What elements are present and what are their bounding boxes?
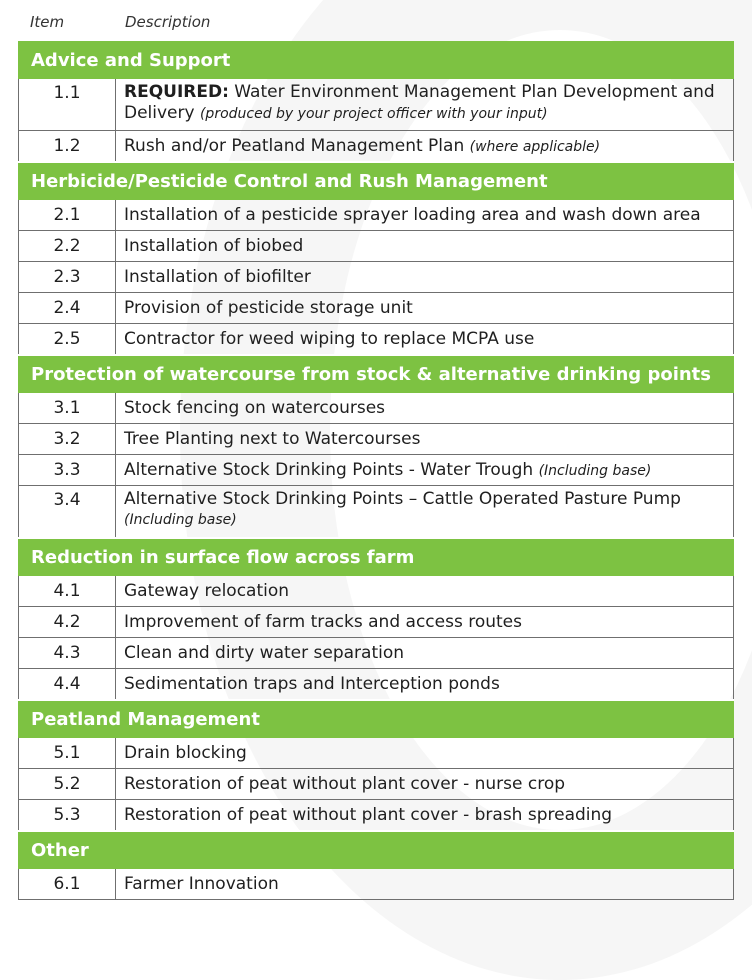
item-number: 2.2 [19,231,116,262]
table-row [19,424,734,455]
section-title: Peatland Management [19,700,734,738]
table-row [19,200,734,231]
item-number: 4.1 [19,576,116,607]
table-row [19,869,734,900]
item-number: 2.1 [19,200,116,231]
section-title: Reduction in surface flow across farm [19,538,734,576]
measures-table [18,41,734,900]
item-number: 4.2 [19,607,116,638]
table-row [19,79,734,131]
item-description: Installation of biofilter [116,262,734,293]
description-line2 [124,103,733,125]
section-header [19,831,734,869]
item-description: Gateway relocation [116,576,734,607]
item-number: 3.4 [19,486,116,539]
description-text: Water Environment Management Plan Development and [228,82,715,102]
table-row [19,231,734,262]
item-number: 2.3 [19,262,116,293]
item-description: Restoration of peat without plant cover - brash spreading [116,800,734,832]
item-number: 1.1 [19,79,116,131]
description-note: (Including base) [124,512,237,528]
section-header [19,538,734,576]
item-description: Installation of a pesticide sprayer loading area and wash down area [116,200,734,231]
item-number: 2.5 [19,324,116,356]
item-description: Improvement of farm tracks and access routes [116,607,734,638]
table-row [19,638,734,669]
table-row [19,324,734,356]
description-note: (where applicable) [469,139,601,155]
item-description: Tree Planting next to Watercourses [116,424,734,455]
item-description: Clean and dirty water separation [116,638,734,669]
item-number: 3.3 [19,455,116,486]
item-description [116,79,734,131]
item-description: Restoration of peat without plant cover - nurse crop [116,769,734,800]
item-description [116,455,734,486]
item-number: 1.2 [19,131,116,163]
item-description: Installation of biobed [116,231,734,262]
item-number: 5.1 [19,738,116,769]
column-headers [0,13,752,35]
section-header [19,355,734,393]
section-title: Herbicide/Pesticide Control and Rush Management [19,162,734,200]
item-description: Drain blocking [116,738,734,769]
item-number: 2.4 [19,293,116,324]
section-header [19,42,734,79]
item-description: Stock fencing on watercourses [116,393,734,424]
description-text: Alternative Stock Drinking Points – Cattle Operated Pasture Pump [124,489,681,509]
description-text: Rush and/or Peatland Management Plan [124,136,470,156]
table-row [19,455,734,486]
column-header-description: Description [125,13,211,31]
item-number: 5.3 [19,800,116,832]
section-title: Advice and Support [19,42,734,79]
item-description [116,131,734,163]
table-row [19,393,734,424]
section-header [19,162,734,200]
item-description: Contractor for weed wiping to replace MCPA use [116,324,734,356]
table-row [19,607,734,638]
item-number: 3.2 [19,424,116,455]
table-row [19,262,734,293]
description-text-line2: Delivery [124,103,200,123]
item-description: Sedimentation traps and Interception ponds [116,669,734,701]
table-row [19,800,734,832]
description-note: (produced by your project officer with your input) [199,106,548,122]
table-row [19,669,734,701]
table-row [19,576,734,607]
item-number: 4.4 [19,669,116,701]
table-row [19,738,734,769]
item-description: Provision of pesticide storage unit [116,293,734,324]
table-row [19,293,734,324]
required-label: REQUIRED: [124,82,229,102]
item-number: 4.3 [19,638,116,669]
table-row [19,769,734,800]
item-description: Farmer Innovation [116,869,734,900]
column-header-item: Item [30,13,65,31]
section-title: Other [19,831,734,869]
item-number: 5.2 [19,769,116,800]
section-header [19,700,734,738]
table-row [19,486,734,539]
section-title: Protection of watercourse from stock & alternative drinking points [19,355,734,393]
item-number: 6.1 [19,869,116,900]
item-description [116,486,734,539]
description-note: (Including base) [538,463,652,479]
description-text: Alternative Stock Drinking Points - Water Trough [124,460,539,480]
table-row [19,131,734,163]
item-number: 3.1 [19,393,116,424]
